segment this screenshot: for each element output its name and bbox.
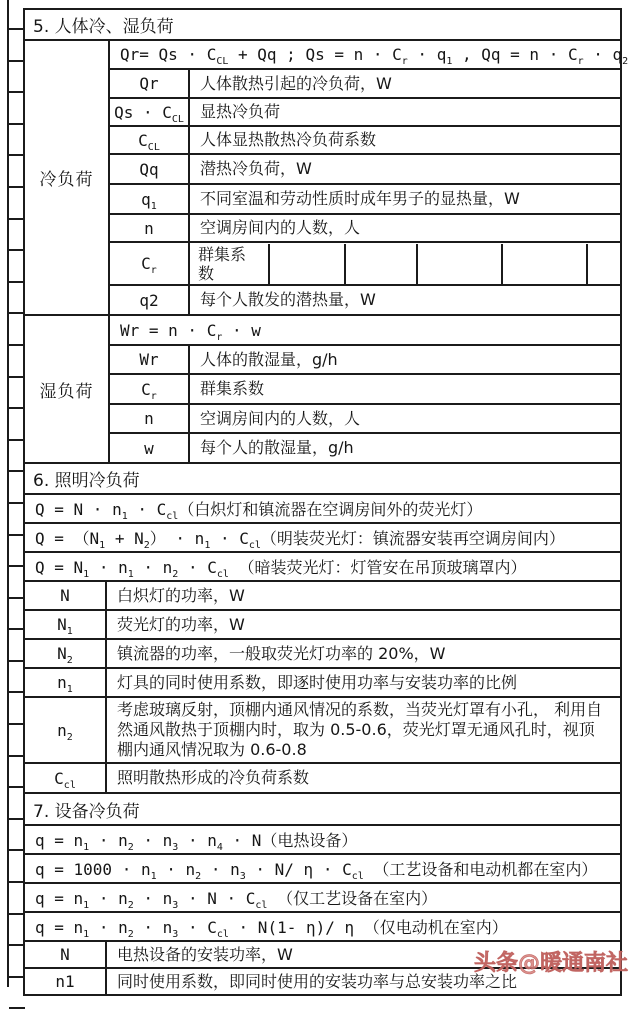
symbol-cell: Wr: [109, 345, 189, 374]
table-row: [24, 552, 621, 581]
table-row: [24, 126, 621, 154]
equipment-formula: $q = n_1 \cdot n_2 \cdot n_3 \cdot N \cdot C_{cl}$ （仅工艺设备在室内）: [24, 883, 621, 912]
equipment-formula: $q = n_1 \cdot n_2 \cdot n_3 \cdot n_4 \cdot N$（电热设备）: [24, 825, 621, 854]
desc-cell: 同时使用系数，即同时使用的安装功率与总安装功率之比: [106, 968, 621, 995]
table-row: [24, 374, 621, 404]
desc-cell: 每个人散发的潜热量，W: [189, 285, 621, 315]
desc-cell: 考虑玻璃反射，顶棚内通风情况的系数，当荧光灯罩有小孔， 利用自然通风散热于顶棚内时，取为 0.5-0.6，荧光灯罩无通风孔时，视顶棚内通风情况取为 0.6-0.8: [106, 697, 621, 763]
lighting-formula: $Q = N_1 \cdot n_1 \cdot n_2 \cdot C_{cl}$ （暗装荧光灯：灯管安在吊顶玻璃罩内）: [24, 552, 621, 581]
table-row: [24, 883, 621, 912]
table-row: [24, 610, 621, 639]
desc-cell: 人体显热散热冷负荷系数: [189, 126, 621, 154]
table-row: [24, 184, 621, 214]
crowd-factor-text: 群集系数: [190, 244, 270, 284]
symbol-cell: $N_1$: [24, 610, 106, 639]
empty-cell: [270, 244, 346, 284]
table-row: [24, 69, 621, 98]
section5-table: [23, 8, 629, 464]
lighting-formula: $Q = N \cdot n_1 \cdot C_{cl}$（白炽灯和镇流器在空调房间外的荧光灯）: [24, 494, 621, 523]
formula-table: [23, 8, 629, 996]
symbol-cell: $Qs \cdot C_{CL}$: [109, 98, 189, 126]
desc-cell: 每个人的散湿量，g/h: [189, 433, 621, 463]
symbol-cell: $C_r$: [109, 374, 189, 404]
table-row: [24, 639, 621, 668]
table-row: [24, 214, 621, 242]
empty-cell: [346, 244, 418, 284]
desc-cell: 空调房间内的人数，人: [189, 404, 621, 433]
desc-cell: 人体的散湿量，g/h: [189, 345, 621, 374]
symbol-cell: $N_2$: [24, 639, 106, 668]
equipment-formula: $q = n_1 \cdot n_2 \cdot n_3 \cdot C_{cl} \cdot N(1-$ η)/ η （仅电动机在室内）: [24, 912, 621, 941]
empty-cell: [588, 244, 620, 284]
table-row: [24, 793, 621, 825]
section7-title: 7. 设备冷负荷: [24, 793, 621, 825]
desc-cell: 电热设备的安装功率，W: [106, 941, 621, 968]
symbol-cell: $C_{CL}$: [109, 126, 189, 154]
table-row: [24, 697, 621, 763]
table-row: [24, 494, 621, 523]
section6-table: [23, 462, 622, 794]
equipment-formula: $q = 1000 \cdot n_1 \cdot n_2 \cdot n_3 \cdot N/$ $\eta \cdot C_{cl}$ （工艺设备和电动机都在室内）: [24, 854, 621, 883]
desc-cell: 灯具的同时使用系数，即逐时使用功率与安装功率的比例: [106, 668, 621, 697]
desc-cell: 白炽灯的功率，W: [106, 581, 621, 610]
table-row: [24, 154, 621, 184]
section5-title: 5. 人体冷、湿负荷: [24, 9, 621, 40]
symbol-cell: Qr: [109, 69, 189, 98]
desc-cell: 群集系数: [189, 374, 621, 404]
desc-cell: 人体散热引起的冷负荷，W: [189, 69, 621, 98]
table-row: [24, 581, 621, 610]
empty-cell: [418, 244, 503, 284]
lighting-formula: $Q = (N_1 + N_2) \cdot n_1 \cdot C_{cl}$（明装荧光灯：镇流器安装再空调房间内）: [24, 523, 621, 552]
table-row: [24, 98, 621, 126]
table-row: [24, 9, 621, 40]
cold-load-label: 冷负荷: [24, 40, 109, 315]
table-row: [24, 825, 621, 854]
symbol-cell: Qq: [109, 154, 189, 184]
watermark: 头条@暖通南社: [474, 951, 629, 976]
table-row: [24, 668, 621, 697]
table-row: [24, 433, 621, 463]
table-row: [24, 912, 621, 941]
symbol-cell: $q_1$: [109, 184, 189, 214]
table-row: [24, 404, 621, 433]
table-row: [24, 40, 621, 69]
symbol-cell: $n_2$: [24, 697, 106, 763]
symbol-cell: n: [109, 404, 189, 433]
symbol-cell: n1: [24, 968, 106, 995]
table-row: [24, 315, 621, 345]
table-row: [24, 285, 621, 315]
desc-cell: 显热冷负荷: [189, 98, 621, 126]
table-row: [24, 242, 621, 285]
desc-cell: 空调房间内的人数，人: [189, 214, 621, 242]
symbol-cell: q2: [109, 285, 189, 315]
symbol-cell: N: [24, 581, 106, 610]
symbol-cell: $C_{cl}$: [24, 763, 106, 793]
symbol-cell: N: [24, 941, 106, 968]
section6-title: 6. 照明冷负荷: [24, 463, 621, 494]
desc-cell-split: [189, 242, 621, 285]
symbol-cell: $n_1$: [24, 668, 106, 697]
empty-cell: [503, 244, 588, 284]
table-row: [24, 854, 621, 883]
table-row: [24, 763, 621, 793]
table-row: [24, 463, 621, 494]
cold-load-formula: $Qr= Qs \cdot C_{CL} + Qq$ ; $Qs = n \cdot C_r \cdot q_1$ , $Qq = n \cdot C_r \cdot q_2$: [109, 40, 621, 69]
desc-cell: 荧光灯的功率，W: [106, 610, 621, 639]
wet-load-formula: $Wr = n \cdot C_r \cdot w$: [109, 315, 621, 345]
symbol-cell: $C_r$: [109, 242, 189, 285]
desc-cell: 潜热冷负荷，W: [189, 154, 621, 184]
wet-load-label: 湿负荷: [24, 315, 109, 463]
symbol-cell: w: [109, 433, 189, 463]
desc-cell: 照明散热形成的冷负荷系数: [106, 763, 621, 793]
desc-cell: 不同室温和劳动性质时成年男子的显热量，W: [189, 184, 621, 214]
table-row: [24, 345, 621, 374]
symbol-cell: n: [109, 214, 189, 242]
desc-cell: 镇流器的功率，一般取荧光灯功率的 20%，W: [106, 639, 621, 668]
table-row: [24, 523, 621, 552]
